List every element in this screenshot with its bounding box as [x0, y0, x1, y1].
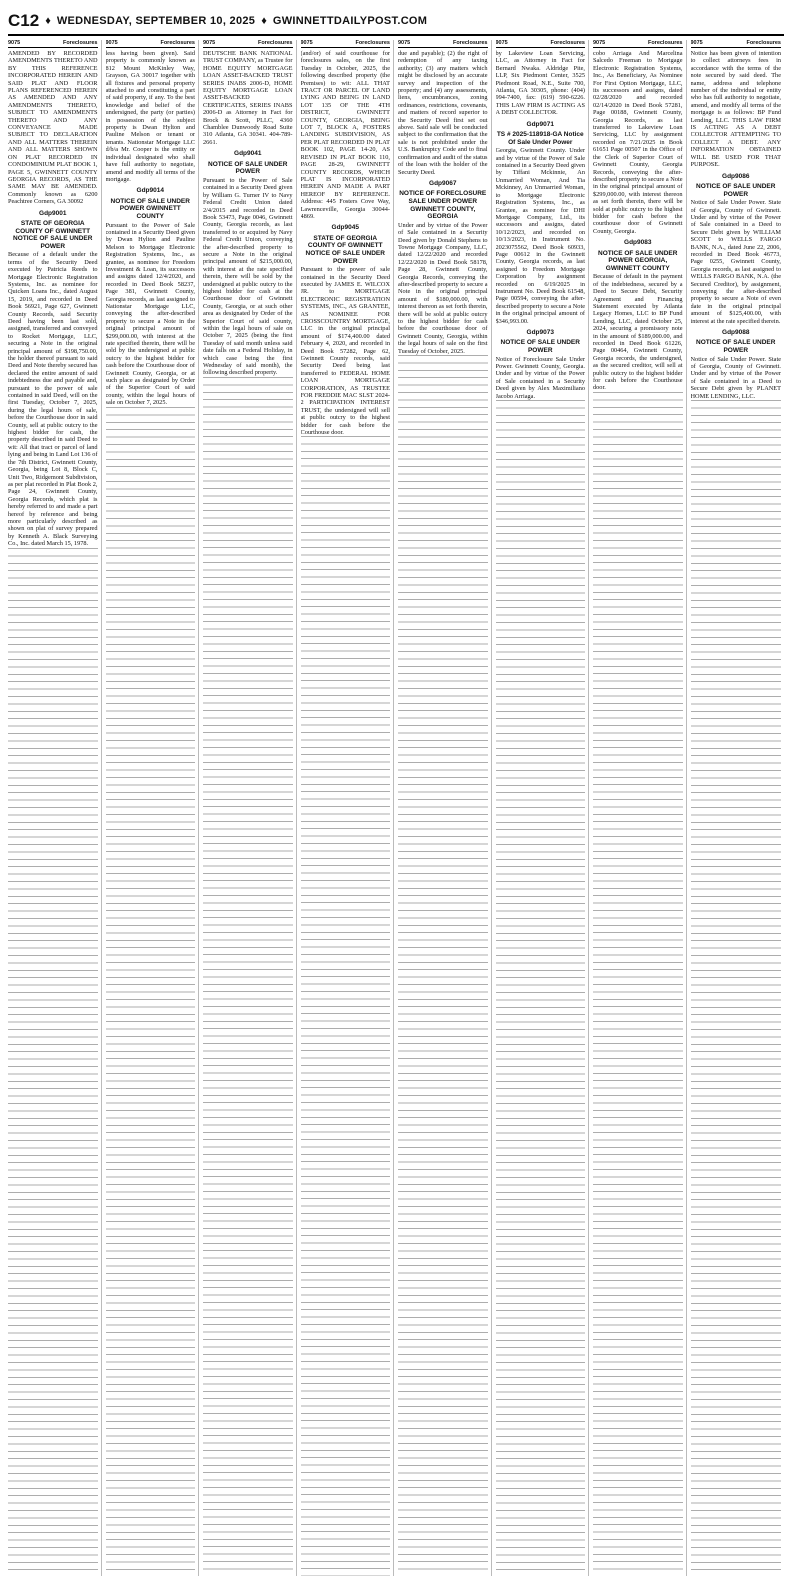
notice-id: Gdp9001	[39, 209, 67, 217]
notice-continuation-text: by Lakeview Loan Servicing, LLC, as Attorney in Fact for Bernard Nwaka. Aldridge Pite, LLP, Six Piedmont Center, 3525 Piedmont Road, N.E., Suite 700, Atlanta, GA 30305, phone: (404) 994-7400, fax: (619) 590-6226. THIS LAW FIRM IS ACTING AS A DEBT COLLECTOR.	[495, 50, 585, 117]
diamond-icon: ♦	[45, 15, 51, 27]
notice-continuation-text: less having been given). Said property is commonly known as 812 Mount McKinley Way, Grayson, GA 30017 together with all fixtures and personal property attached to and constituting a part of said property, if any. To the best knowledge and belief of the undersigned, the party (or parties) in possession of the subject property is Dwan Hylton and Pauline Melson or tenant or tenants. Nationstar Mortgage LLC d/b/a Mr. Cooper is the entity or individual designated who shall have full authority to negotiate, amend and modify all terms of the mortgage.	[105, 50, 195, 183]
notice-heading: TS # 2025-118918-GA Notice Of Sale Under Power	[496, 131, 584, 146]
notice-heading: NOTICE OF SALE UNDER POWER	[500, 339, 580, 354]
section-name: Foreclosures	[452, 40, 488, 46]
fine-print-lines	[398, 355, 488, 1576]
notice-continuation-text: DEUTSCHE BANK NATIONAL TRUST COMPANY, as Trustee for HOME EQUITY MORTGAGE LOAN ASSET-BACKED TRUST SERIES INABS 2006-D, HOME EQUITY MORTGAGE LOAN ASSET-BACKED CERTIFICATES, SERIES INABS 2006-D as Attorney in Fact for Brock & Scott, PLLC, 4360 Chamblee Dunwoody Road Suite 310 Atlanta, GA 30341. 404-789-2661.	[203, 50, 293, 146]
notice-heading: NOTICE OF SALE UNDER POWER	[696, 182, 776, 198]
notice-id: Gdp9073	[526, 329, 554, 336]
notice-id: Gdp9088	[722, 329, 750, 336]
notice-continuation-text: cobo Arriaga And Marcelina Salcedo Freeman to Mortgage Electronic Registration Systems, Inc., As Beneficiary, As Nominee For First Option Mortgage, LLC, its successors and assigns, dated 02/28/2020 and recorded 02/14/2020 in Deed Book 57281, Page 00188, Gwinnett County, Georgia Records, as last transferred to Lakeview Loan Servicing, LLC by assignment recorded on 7/21/2025 in Book 61651 Page 00507 in the Office of the Clerk of Superior Court of Gwinnett County, Georgia Records, conveying the after-described property to secure a Note in the original principal amount of $299,000.00, with interest thereon as set forth therein, there will be sold at public outcry to the highest bidder for cash before the courthouse door of Gwinnett County, Georgia.	[593, 50, 683, 235]
notice-heading: NOTICE OF SALE UNDER POWER	[208, 160, 288, 176]
fine-print-lines	[203, 377, 293, 1576]
notice-body: Because of default in the payment of the indebtedness, secured by a Deed to Secure Debt, Security Agreement and Financing Statement executed by Atlanta Legacy Homes, LLC to BP Fund Lending, LLC, dated October 25, 2024, securing a promissory note in the amount of $189,000.00, and recorded in Deed Book 61226, Page 00464, Gwinnett County, Georgia records, the undersigned, as the secured creditor, will sell at public outcry to the highest bidder for cash before the Courthouse door.	[593, 273, 683, 392]
notice-heading: NOTICE OF SALE UNDER POWER GWINNETT COUNTY	[110, 197, 190, 220]
section-name: Foreclosures	[160, 40, 195, 46]
section-code: 9075	[105, 40, 118, 46]
issue-date: WEDNESDAY, SEPTEMBER 10, 2025	[56, 15, 256, 27]
column-header	[398, 40, 488, 48]
notice-body: Pursuant to the Power of Sale contained in a Security Deed given by William G. Turner IV to Navy Federal Credit Union dated 2/4/2015 and recorded in Deed Book 53473, Page 0046, Gwinnett County, Georgia records, as last transferred to or acquired by Navy Federal Credit Union, conveying the after-described property to secure a Note in the original principal amount of $215,000.00, with interest at the rate specified therein, there will be sold by the undersigned at public outcry to the highest bidder for cash at the Courthouse door of Gwinnett County, Georgia, or at such other area as designated by Order of the Superior Court of said county, within the legal hours of sale on October 7, 2025 (being the first Tuesday of said month unless said date falls on a Federal Holiday, in which case being the first Wednesday of said month), the following described property.	[203, 176, 293, 377]
notice-body: Notice of Foreclosure Sale Under Power. Gwinnett County, Georgia. Under and by virtue of the Power of Sale contained in a Security Deed given by Alex Maximiliano Jacobo Arriaga.	[495, 355, 585, 400]
newspaper-url[interactable]: GWINNETTDAILYPOST.COM	[272, 15, 428, 27]
section-name: Foreclosures	[550, 40, 585, 46]
fine-print-lines	[691, 400, 782, 1576]
section-name: Foreclosures	[647, 40, 683, 46]
section-name: Foreclosures	[62, 40, 98, 46]
notice-body: Under and by virtue of the Power of Sale contained in a Security Deed given by Donald Stephens to Towne Mortgage Company, LLC, dated 12/22/2020 and recorded 12/22/2020 in Deed Book 58178, Page 28, Gwinnett County, Georgia Records, conveying the after-described property to secure a Note in the original principal amount of $180,000.00, with interest thereon as set forth therein, there will be sold at public outcry to the highest bidder for cash before the courthouse door of Gwinnett County, Georgia, within the legal hours of sale on the first Tuesday of October, 2025.	[398, 221, 488, 355]
section-code: 9075	[8, 40, 21, 46]
notice-id: Gdp9071	[526, 120, 554, 128]
notice-body: Notice of Sale Under Power. State of Georgia, County of Gwinnett. Under and by virtue of the Power of Sale contained in a Deed to Secure Debt given by WILLIAM SCOTT to WELLS FARGO BANK, N.A., dated June 22, 2006, recorded in Deed Book 46773, Page 0255, Gwinnett County, Georgia records, as last assigned to WELLS FARGO BANK, N.A. (the Secured Creditor), by assignment, conveying the after-described property to secure a Note of even date in the original principal amount of $125,400.00, with interest at the rate specified therein.	[690, 199, 781, 325]
notice-heading: NOTICE OF SALE UNDER POWER	[696, 339, 776, 354]
notice-continuation-text: Notice has been given of intention to collect attorneys fees in accordance with the terms of the note secured by said deed. The name, address and telephone number of the individual or entity who has full authority to negotiate, amend, and modify all terms of the mortgage is as follows: BP Fund Lending, LLC. THIS LAW FIRM IS ACTING AS A DEBT COLLECTOR ATTEMPTING TO COLLECT A DEBT. ANY INFORMATION OBTAINED WILL BE USED FOR THAT PURPOSE.	[690, 50, 781, 169]
column-7	[593, 40, 687, 1576]
notice-id: Gdp9067	[429, 179, 457, 187]
column-1	[8, 40, 102, 1576]
fine-print-lines	[301, 436, 391, 1576]
section-code: 9075	[495, 40, 508, 46]
column-header	[593, 40, 683, 48]
column-4	[301, 40, 395, 1576]
column-header	[203, 40, 293, 48]
notice-body: Because of a default under the terms of the Security Deed executed by Patricia Reeds to Mortgage Electronic Registration Systems, Inc. as nominee for Quicken Loans Inc., dated August 15, 2019, and recorded in Deed Book 56921, Page 627, Gwinnett County Records, said Security Deed having been last sold, assigned, transferred and conveyed to Rocket Mortgage, LLC, securing a Note in the original principal amount of $198,750.00, the holder thereof pursuant to said Deed and Note thereby secured has declared the entire amount of said indebtedness due and payable and, pursuant to the power of sale contained in said Deed, will on the first Tuesday, October 7, 2025, during the legal hours of sale, before the Courthouse door in said County, sell at public outcry to the highest bidder for cash, the property described in said Deed to wit: All that tract or parcel of land lying and being in Land Lot 136 of the 7th District, Gwinnett County, Georgia, being Lot 8, Block C, Unit Two, Ridgemont Subdivision, as per plat recorded in Plat Book 2, Page 24, Gwinnett County, Georgia Records, which plat is hereby referred to and made a part hereof by reference and being more particularly described as shown on plat of survey prepared by Kenneth A. Black Surveying Co., Inc. dated March 15, 1978.	[8, 251, 98, 548]
notice-continuation-text: due and payable); (2) the right of redemption of any taxing authority; (3) any matters which might be disclosed by an accurate survey and inspection of the property; and (4) any assessments, liens, encumbrances, zoning ordinances, restrictions, covenants, and matters of record superior to the Security Deed first set out above. Said sale will be conducted subject to the confirmation that the sale is not prohibited under the U.S. Bankruptcy Code and to final confirmation and audit of the status of the loan with the holder of the Security Deed.	[398, 50, 488, 176]
notice-body: Georgia, Gwinnett County. Under and by virtue of the Power of Sale contained in a Security Deed given by Tiffani Mckinnie, An Unmarried Woman, And Tia Mckinney, An Unmarried Woman, to Mortgage Electronic Registration Systems, Inc., as Grantee, as nominee for DHI Mortgage Company, Ltd., its successors and assigns, dated 10/12/2023, and recorded on 10/13/2023, in Instrument No. 2023075562, Deed Book 60933, Page 00612 in the Gwinnett County, Georgia records, as last assigned to Freedom Mortgage Corporation by assignment recorded on 6/19/2025 in Instrument No. Deed Book 61548, Page 00594, conveying the after-described property to secure a Note in the original principal amount of $346,993.00.	[495, 147, 585, 325]
column-6	[496, 40, 590, 1576]
section-code: 9075	[398, 40, 411, 46]
notice-heading: NOTICE OF SALE UNDER POWER GEORGIA, GWINNETT COUNTY	[598, 249, 678, 272]
notice-id: Gdp9045	[331, 224, 359, 232]
column-header	[301, 40, 391, 48]
column-3	[203, 40, 297, 1576]
section-name: Foreclosures	[355, 40, 390, 46]
section-code: 9075	[690, 40, 703, 46]
notice-body: Pursuant to the power of sale contained in the Security Deed executed by JAMES E. WILCOX JR. to MORTGAGE ELECTRONIC REGISTRATION SYSTEMS, INC., AS GRANTEE, AS NOMINEE FOR CROSSCOUNTRY MORTGAGE, LLC in the original principal amount of $174,400.00 dated February 4, 2020, and recorded in Deed Book 57282, Page 62, Gwinnett County records, said Security Deed being last transferred to FEDERAL HOME LOAN MORTGAGE CORPORATION, AS TRUSTEE FOR FREDDIE MAC SLST 2024-2 PARTICIPATION INTEREST TRUST, the undersigned will sell at public outcry to the highest bidder for cash before the Courthouse door.	[300, 266, 390, 437]
section-name: Foreclosures	[746, 40, 781, 46]
diamond-icon: ♦	[261, 15, 267, 27]
notice-id: Gdp9083	[624, 239, 652, 247]
fine-print-lines	[8, 548, 98, 1576]
column-5	[398, 40, 492, 1576]
notice-heading: STATE OF GEORGIA COUNTY OF GWINNETT NOTICE OF SALE UNDER POWER	[305, 234, 385, 265]
classifieds-columns	[8, 40, 784, 1576]
notice-id: Gdp9014	[136, 187, 164, 195]
column-8	[691, 40, 785, 1576]
section-code: 9075	[203, 40, 216, 46]
notice-body: Pursuant to the Power of Sale contained in a Security Deed given by Dwan Hylton and Pauline Melson to Mortgage Electronic Registration Systems, Inc., as grantee, as nominee for Freedom Investment & Loan, its successors and assigns dated 12/4/2020, and recorded in Deed Book 58237, Page 381, Gwinnett County, Georgia records, as last assigned to Nationstar Mortgage LLC, conveying the after-described property to secure a Note in the original principal amount of $299,000.00, with interest at the rate specified therein, there will be sold by the undersigned at public outcry to the highest bidder for cash before the Courthouse door of Gwinnett County, Georgia, or at such place as designated by Order of the Superior Court of said county, within the legal hours of sale on October 7, 2025.	[105, 221, 195, 407]
notice-continuation-text: (and/or) of said courthouse for foreclosures sales, on the first Tuesday in October, 2025, the following described property (the Premises) to wit: ALL THAT TRACT OR PARCEL OF LAND LYING AND BEING IN LAND LOT 135 OF THE 4TH DISTRICT, GWINNETT COUNTY, GEORGIA, BEING LOT 7, BLOCK A, FOSTERS LANDING SUBDIVISION, AS PER PLAT RECORDED IN PLAT BOOK 102, PAGE 14-20, AS REVISED IN PLAT BOOK 110, PAGE 28-29, GWINNETT COUNTY RECORDS, WHICH PLAT IS INCORPORATED HEREIN AND MADE A PART HEREOF BY REFERENCE. Address: 445 Fosters Cove Way, Lawrenceville, Georgia 30044-4869.	[300, 50, 390, 220]
notice-body: Notice of Sale Under Power. State of Georgia, County of Gwinnett. Under and by virtue of the Power of Sale contained in a Deed to Secure Debt given by PLANET HOME LENDING, LLC.	[690, 355, 781, 400]
notice-continuation-text: AMENDED BY RECORDED AMENDMENTS THERETO AND BY THIS REFERENCE INCORPORATED HEREIN AND SAID PLAT AND FLOOR PLANS REFERENCED HEREIN AS AMENDED AND ANY AMENDMENTS THERETO, SUBJECT TO AMENDMENTS THERETO AND ANY CONVEYANCE MADE SUBJECT TO DECLARATION AND ALL MATTERS THEREIN AND ALL MATTERS SHOWN ON PLAT RECORDED IN CONDOMINIUM PLAT BOOK 1, PAGE 5, GWINNETT COUNTY GEORGIA RECORDS, AS THE SAME MAY BE AMENDED. Commonly known as 6200 Peachtree Corners, GA 30092	[8, 50, 98, 206]
column-header	[496, 40, 586, 48]
column-header	[691, 40, 782, 48]
fine-print-lines	[496, 400, 586, 1576]
masthead	[8, 10, 784, 32]
notice-id: Gdp9041	[234, 150, 262, 158]
fine-print-lines	[593, 392, 683, 1576]
section-name: Foreclosures	[257, 40, 293, 46]
page-number: C12	[8, 11, 40, 30]
column-header	[106, 40, 196, 48]
notice-heading: STATE OF GEORGIA COUNTY OF GWINNETT NOTICE OF SALE UNDER POWER	[13, 219, 93, 250]
masthead-rule	[8, 34, 784, 36]
section-code: 9075	[593, 40, 606, 46]
section-code: 9075	[300, 40, 313, 46]
notice-heading: NOTICE OF FORECLOSURE SALE UNDER POWER GWINNETT COUNTY, GEORGIA	[399, 190, 487, 221]
column-header	[8, 40, 98, 48]
fine-print-lines	[106, 407, 196, 1576]
notice-id: Gdp9086	[722, 172, 750, 180]
column-2	[106, 40, 200, 1576]
